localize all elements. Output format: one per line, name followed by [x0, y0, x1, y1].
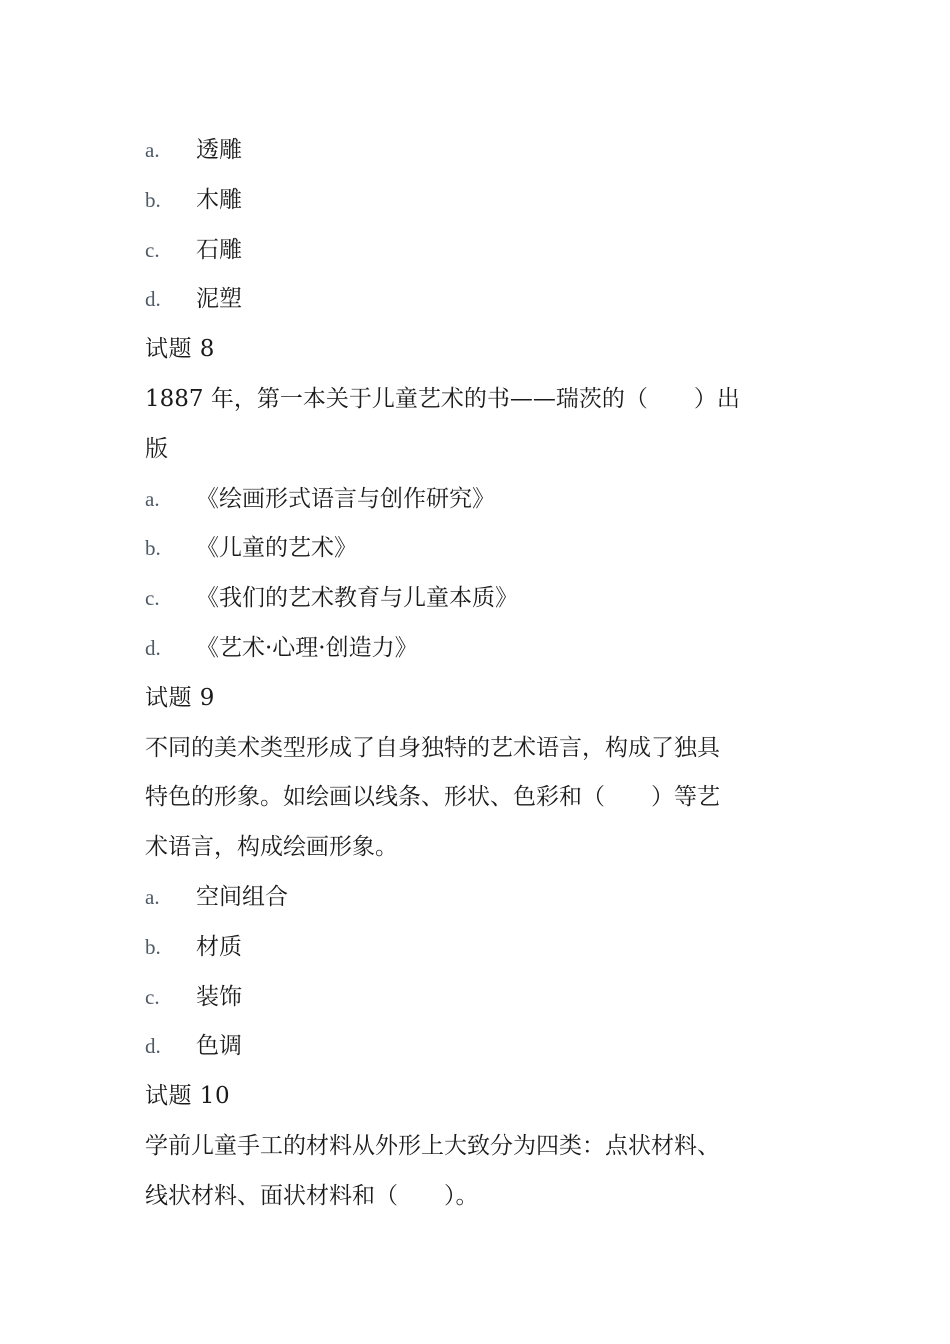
- option-q8-c[interactable]: [145, 574, 795, 624]
- question-heading-10: 试题 10: [145, 1083, 231, 1110]
- option-q8-d[interactable]: [145, 624, 795, 674]
- option-text: 色调: [196, 1033, 242, 1060]
- option-letter: d.: [145, 635, 161, 660]
- option-letter: b.: [145, 187, 161, 212]
- option-letter: c.: [145, 984, 160, 1009]
- option-text: 透雕: [196, 137, 242, 163]
- option-q7-c[interactable]: [145, 226, 795, 276]
- option-letter: b.: [145, 934, 161, 959]
- document-page: [145, 126, 795, 1222]
- question-stem-10-line-2: 线状材料、面状材料和（ ）。: [145, 1182, 479, 1209]
- option-letter: d.: [145, 287, 161, 312]
- question-heading-9: 试题 9: [145, 684, 215, 711]
- option-text: 《儿童的艺术》: [196, 535, 357, 562]
- option-text: 《绘画形式语言与创作研究》: [196, 485, 495, 512]
- option-letter: b.: [145, 536, 161, 561]
- option-text: 石雕: [196, 236, 242, 263]
- option-letter: a.: [145, 486, 160, 511]
- option-letter: c.: [145, 586, 160, 611]
- option-q8-a[interactable]: [145, 475, 795, 525]
- option-q8-b[interactable]: [145, 524, 795, 574]
- option-text: 木雕: [196, 186, 242, 213]
- question-stem-9-line-1: 不同的美术类型形成了自身独特的艺术语言，构成了独具: [145, 734, 720, 761]
- option-q7-a[interactable]: [145, 126, 795, 176]
- option-q7-b[interactable]: [145, 176, 795, 226]
- option-q9-c[interactable]: [145, 973, 795, 1023]
- option-q9-b[interactable]: [145, 923, 795, 973]
- question-stem-10-line-1: 学前儿童手工的材料从外形上大致分为四类：点状材料、: [145, 1132, 720, 1159]
- option-text: 材质: [196, 933, 242, 960]
- option-letter: a.: [145, 884, 160, 909]
- option-text: 《艺术·心理·创造力》: [196, 634, 418, 661]
- option-text: 《我们的艺术教育与儿童本质》: [196, 585, 518, 612]
- option-q9-a[interactable]: [145, 873, 795, 923]
- option-q9-d[interactable]: [145, 1022, 795, 1072]
- question-stem-8-line-2: 版: [145, 435, 168, 462]
- question-stem-8-line-1: 1887 年，第一本关于儿童艺术的书——瑞茨的（ ）出: [145, 385, 740, 412]
- question-stem-9-line-3: 术语言，构成绘画形象。: [145, 834, 398, 861]
- option-letter: a.: [145, 138, 160, 162]
- option-text: 装饰: [196, 983, 242, 1010]
- option-q7-d[interactable]: [145, 275, 795, 325]
- question-heading-8: 试题 8: [145, 336, 215, 363]
- option-text: 空间组合: [196, 883, 288, 910]
- option-letter: d.: [145, 1034, 161, 1059]
- option-text: 泥塑: [196, 286, 242, 313]
- option-letter: c.: [145, 237, 160, 262]
- question-stem-9-line-2: 特色的形象。如绘画以线条、形状、色彩和（ ）等艺: [145, 784, 720, 811]
